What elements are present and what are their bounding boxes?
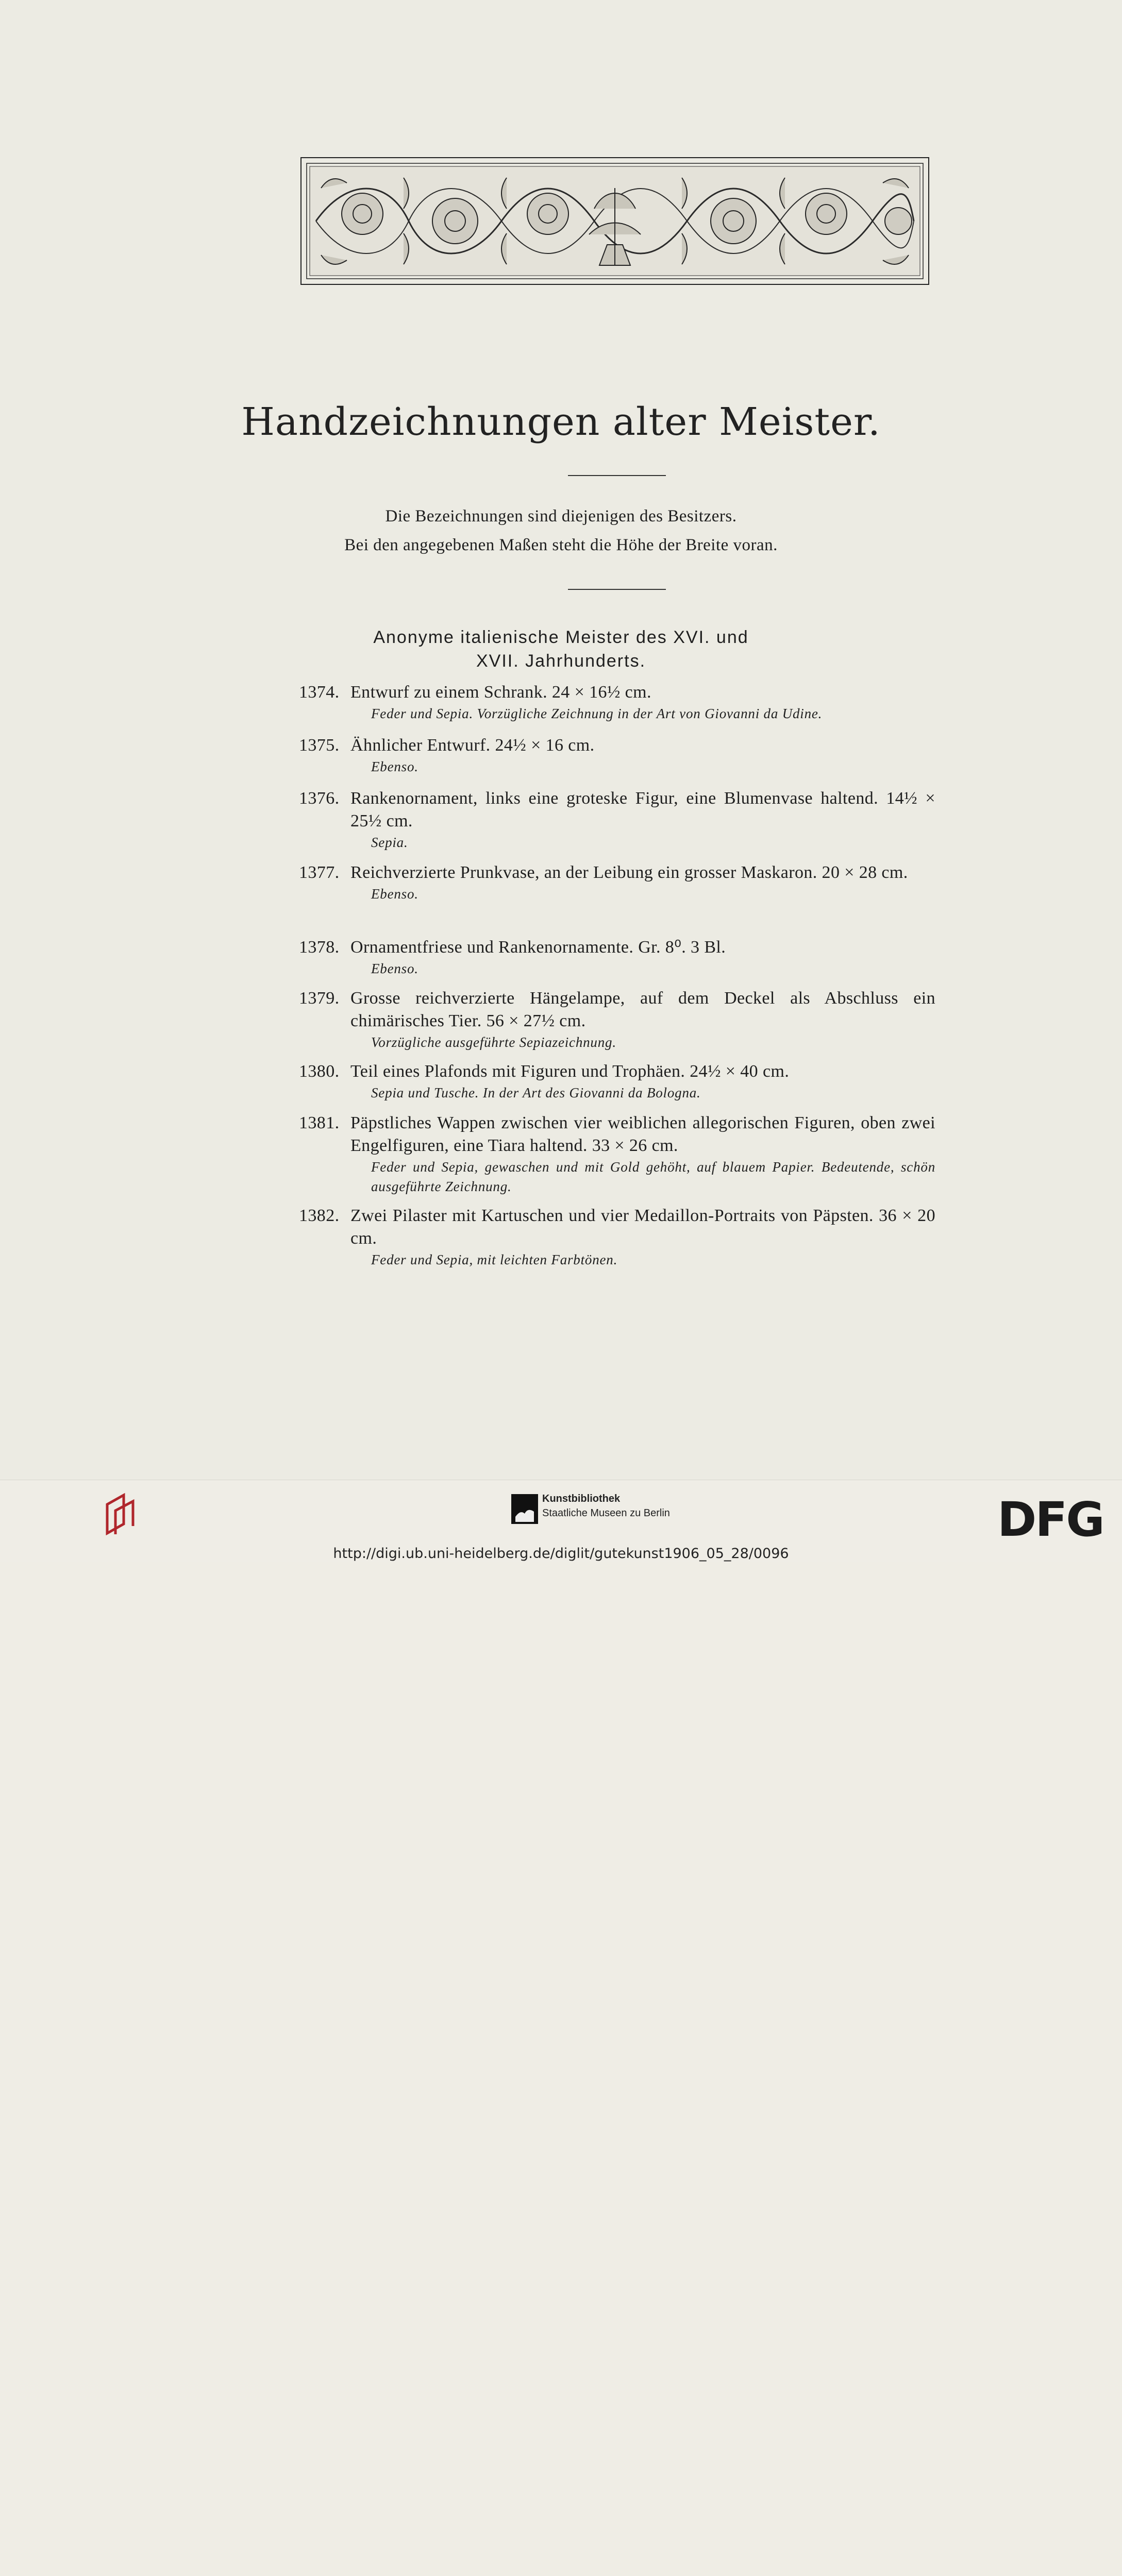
entry-text: Teil eines Plafonds mit Figuren und Trophäen. 24½ × 40 cm. <box>350 1062 790 1081</box>
entry-description: Ebenso. <box>371 961 418 976</box>
entry-text: Reichverzierte Prunkvase, an der Leibung ein grosser Maskaron. 20 × 28 cm. <box>350 863 908 882</box>
entry-number: 1382. <box>299 1206 340 1225</box>
entry-number: 1375. <box>299 736 340 755</box>
catalog-entry <box>299 1060 935 1103</box>
entry-description: Feder und Sepia, mit leichten Farbtönen. <box>371 1252 618 1267</box>
entry-description: Feder und Sepia, gewaschen und mit Gold gehöht, auf blauem Papier. Bedeutende, schön ausgeführte Zeichnung. <box>371 1159 935 1194</box>
dfg-logo[interactable]: DFG <box>997 1492 1103 1547</box>
ornamental-frieze <box>300 157 929 285</box>
entry-number: 1374. <box>299 683 340 702</box>
catalog-entry <box>299 936 935 978</box>
catalog-entry <box>299 987 935 1052</box>
entry-text: Entwurf zu einem Schrank. 24 × 16½ cm. <box>350 683 651 702</box>
entry-text: Päpstliches Wappen zwischen vier weiblichen allegorischen Figuren, oben zwei Engelfiguren, eine Tiara haltend. 33 × 26 cm. <box>350 1113 935 1155</box>
section-heading-line: Anonyme italienische Meister des XVI. und <box>373 628 749 647</box>
section-heading-line: XVII. Jahrhunderts. <box>476 651 646 671</box>
kunstbibliothek-subtitle: Staatliche Museen zu Berlin <box>542 1507 670 1519</box>
note-line: Bei den angegebenen Maßen steht die Höhe der Breite voran. <box>344 536 778 554</box>
entry-number: 1380. <box>299 1062 340 1081</box>
entry-text: Grosse reichverzierte Hängelampe, auf dem Deckel als Abschluss ein chimärisches Tier. 56 × 27½ cm. <box>350 989 935 1030</box>
entry-description: Sepia. <box>371 835 408 850</box>
catalog-entry <box>299 734 935 776</box>
divider <box>568 475 666 476</box>
catalog-entry <box>299 1205 935 1269</box>
entry-number: 1381. <box>299 1113 340 1132</box>
entry-text: Ornamentfriese und Rankenornamente. Gr. 8⁰. 3 Bl. <box>350 938 726 957</box>
heidelberg-logo-icon[interactable] <box>102 1493 138 1535</box>
catalog-entry <box>299 681 935 723</box>
entry-description: Ebenso. <box>371 759 418 774</box>
entry-number: 1376. <box>299 789 340 808</box>
note-line: Die Bezeichnungen sind diejenigen des Besitzers. <box>385 507 737 526</box>
entry-description: Vorzügliche ausgeführte Sepiazeichnung. <box>371 1035 616 1050</box>
entry-number: 1379. <box>299 989 340 1008</box>
catalog-entry <box>299 1112 935 1196</box>
catalog-entry <box>299 787 935 852</box>
catalog-entry <box>299 861 935 904</box>
entry-description: Ebenso. <box>371 886 418 902</box>
entry-number: 1377. <box>299 863 340 882</box>
entry-number: 1378. <box>299 938 340 957</box>
page-url[interactable]: http://digi.ub.uni-heidelberg.de/diglit/gutekunst1906_05_28/0096 <box>333 1546 789 1562</box>
section-heading <box>0 625 1122 673</box>
entry-text: Rankenornament, links eine groteske Figur, eine Blumenvase haltend. 14½ × 25½ cm. <box>350 789 935 831</box>
entry-text: Zwei Pilaster mit Kartuschen und vier Medaillon-Portraits von Päpsten. 36 × 20 cm. <box>350 1206 935 1248</box>
entry-text: Ähnlicher Entwurf. 24½ × 16 cm. <box>350 736 595 755</box>
divider <box>568 589 666 590</box>
kunstbibliothek-logo-icon[interactable] <box>511 1494 538 1524</box>
entry-description: Sepia und Tusche. In der Art des Giovanni da Bologna. <box>371 1085 701 1100</box>
entry-description: Feder und Sepia. Vorzügliche Zeichnung in der Art von Giovanni da Udine. <box>371 706 823 721</box>
kunstbibliothek-name: Kunstbibliothek <box>542 1493 621 1504</box>
page-title: Handzeichnungen alter Meister. <box>241 400 881 444</box>
